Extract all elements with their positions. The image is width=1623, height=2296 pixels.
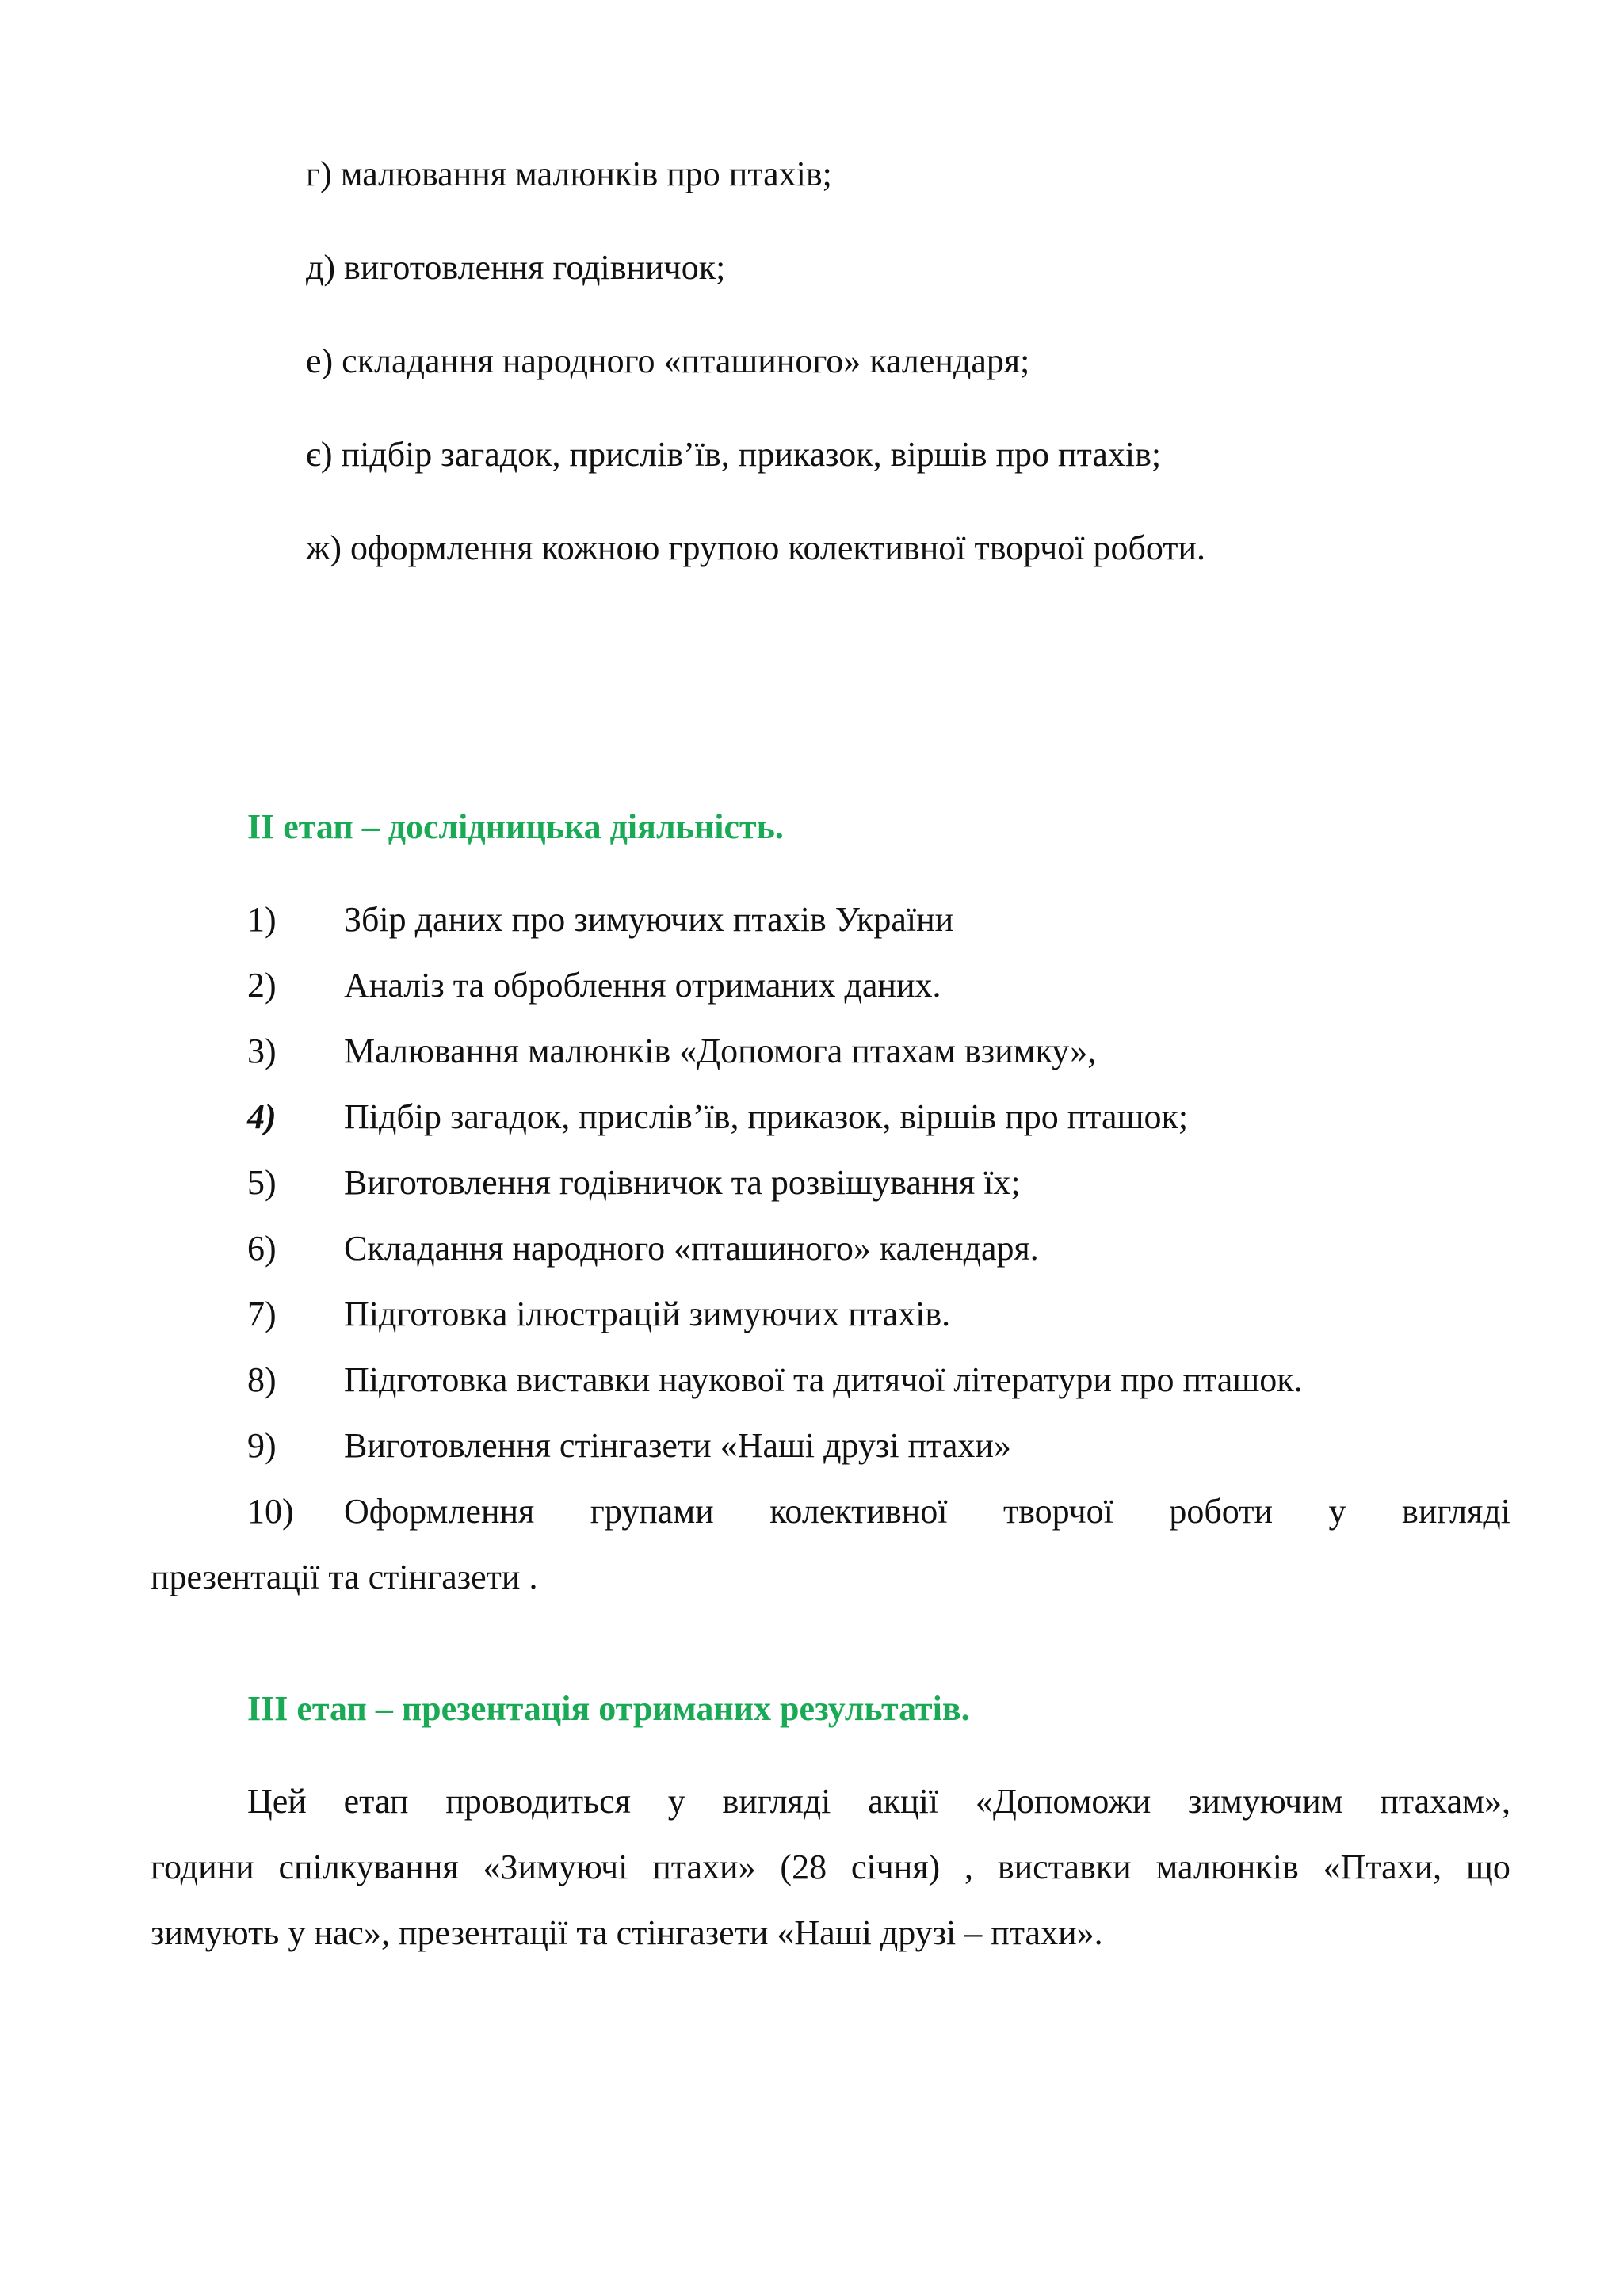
word: січня) (850, 1848, 941, 1886)
word: години (151, 1848, 254, 1886)
stage-3-heading: ІІІ етап – презентація отриманих результатів. (247, 1689, 970, 1728)
word: , (964, 1848, 974, 1886)
list-number: 9) (247, 1426, 277, 1465)
list-number: 8) (247, 1360, 277, 1399)
word: колективної (769, 1492, 948, 1531)
word: вигляді (1402, 1492, 1510, 1531)
word: у (667, 1782, 685, 1821)
word: роботи (1169, 1492, 1274, 1531)
sub-item-e: е) складання народного «пташиного» календаря; (306, 341, 1030, 380)
word: малюнків (1155, 1848, 1299, 1886)
word: Оформлення (344, 1492, 535, 1531)
stage-3-paragraph-line-2 (151, 1847, 1510, 1888)
word: «Допоможи (975, 1782, 1151, 1821)
word: вигляді (722, 1782, 831, 1821)
sub-item-g: г) малювання малюнків про птахів; (306, 154, 832, 193)
word: спілкування (278, 1848, 459, 1886)
list-item-text: Виготовлення годівничок та розвішування їх; (344, 1163, 1021, 1202)
list-number: 10) (247, 1492, 294, 1531)
list-item-text: Підбір загадок, прислів’їв, приказок, віршів про пташок; (344, 1097, 1189, 1136)
word: «Птахи, (1323, 1848, 1442, 1886)
list-number: 2) (247, 966, 277, 1005)
list-item-text: Підготовка виставки наукової та дитячої літератури про пташок. (344, 1360, 1303, 1399)
list-item-10-line-1 (344, 1491, 1510, 1532)
sub-item-zh: ж) оформлення кожною групою колективної творчої роботи. (306, 528, 1206, 567)
word: акції (868, 1782, 939, 1821)
word: етап (343, 1782, 409, 1821)
word: проводиться (445, 1782, 631, 1821)
list-item-10-line-2: презентації та стінгазети . (151, 1558, 538, 1596)
word: зимуючим (1188, 1782, 1343, 1821)
list-item-text: Аналіз та оброблення отриманих даних. (344, 966, 941, 1005)
list-number: 3) (247, 1032, 277, 1070)
word: Цей (247, 1782, 307, 1821)
word: групами (590, 1492, 714, 1531)
list-number: 5) (247, 1163, 277, 1202)
word: що (1465, 1848, 1510, 1886)
list-number: 1) (247, 900, 277, 939)
stage-3-paragraph-line-1 (247, 1781, 1510, 1822)
list-item-text: Підготовка ілюстрацій зимуючих птахів. (344, 1295, 951, 1333)
word: «Зимуючі (483, 1848, 628, 1886)
stage-2-heading: ІІ етап – дослідницька діяльність. (247, 807, 784, 846)
word: (28 (780, 1848, 827, 1886)
list-item-text: Виготовлення стінгазети «Наші друзі птахи» (344, 1426, 1011, 1465)
list-item-text: Складання народного «пташиного» календаря. (344, 1229, 1039, 1268)
word: птахи» (652, 1848, 756, 1886)
list-number: 4) (247, 1097, 277, 1136)
sub-item-d: д) виготовлення годівничок; (306, 248, 726, 287)
word: птахам», (1380, 1782, 1510, 1821)
list-number: 7) (247, 1295, 277, 1333)
word: у (1328, 1492, 1346, 1531)
sub-item-ye: є) підбір загадок, прислів’їв, приказок, віршів про птахів; (306, 435, 1162, 474)
word: творчої (1002, 1492, 1113, 1531)
word: виставки (997, 1848, 1132, 1886)
list-number: 6) (247, 1229, 277, 1268)
list-item-text: Збір даних про зимуючих птахів України (344, 900, 954, 939)
stage-3-paragraph-line-3: зимують у нас», презентації та стінгазети «Наші друзі – птахи». (151, 1913, 1103, 1952)
list-item-text: Малювання малюнків «Допомога птахам взимку», (344, 1032, 1097, 1070)
